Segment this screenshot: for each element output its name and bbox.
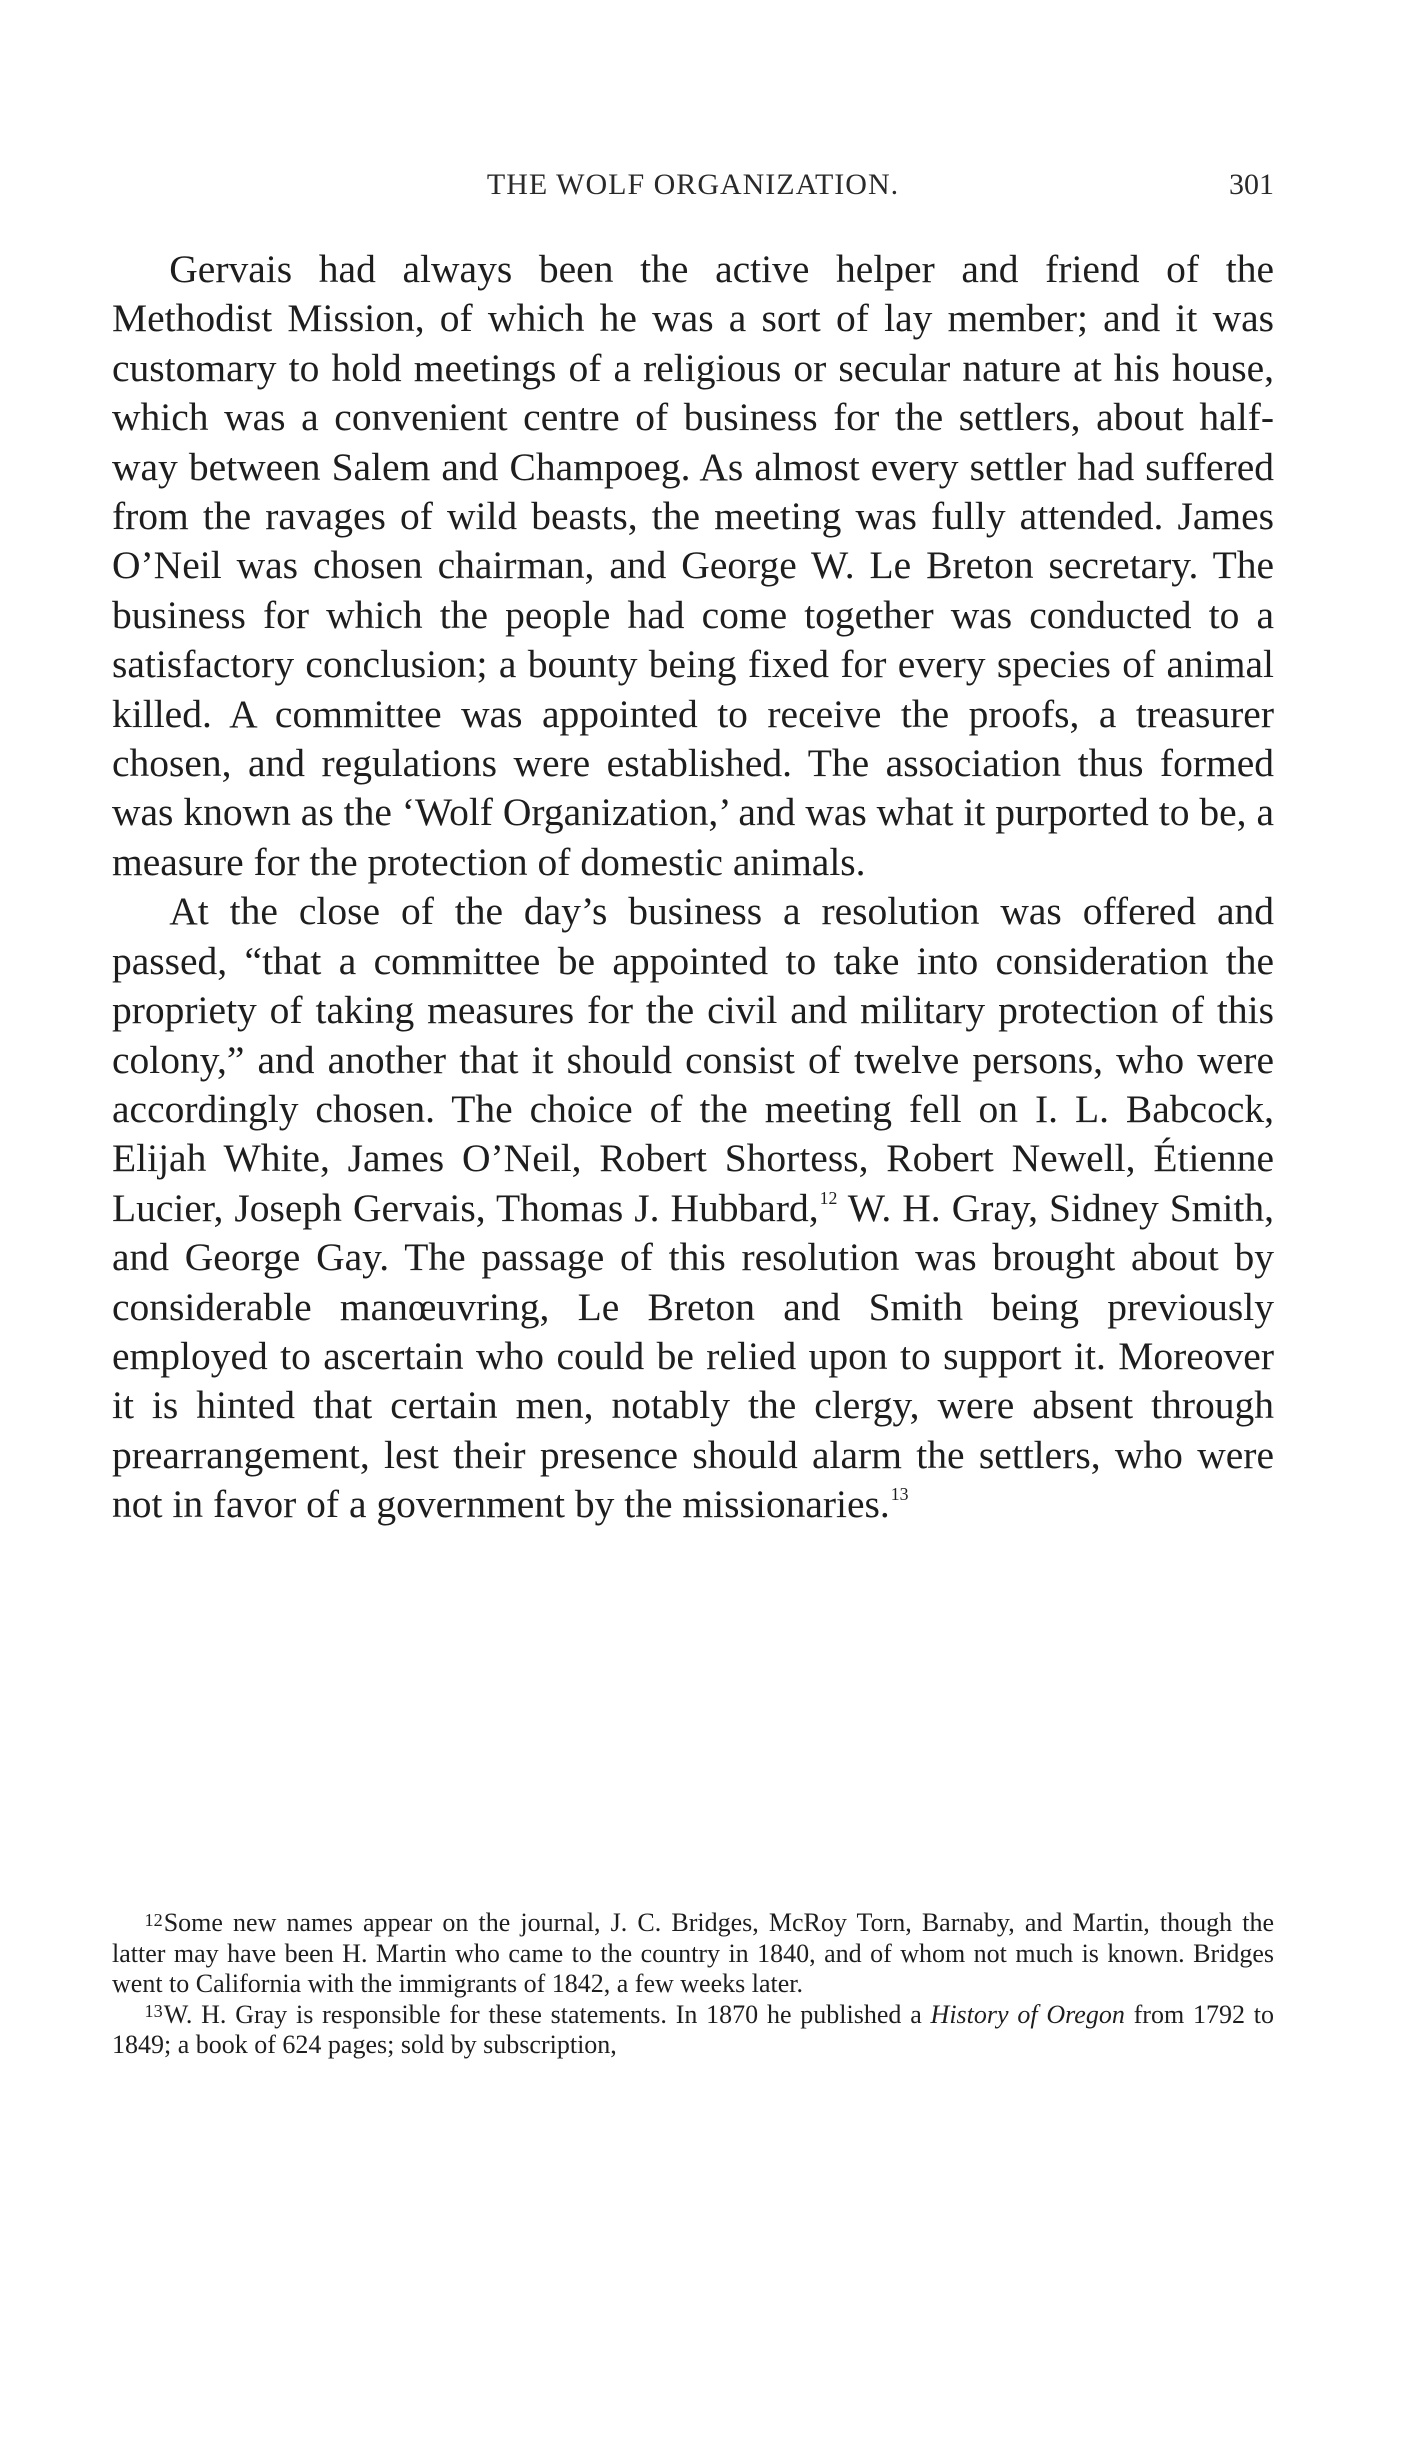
footnote-ref-12[interactable]: 12	[819, 1187, 838, 1208]
footnote-12-text: Some new names appear on the journal, J. C. Bridges, McRoy Torn, Barnaby, and Martin, though the latter may have been H. Martin who came to the country in 1840, and of whom not much is known. Bridges went to California with the immigrants of 1842, a few weeks later.	[112, 1908, 1274, 1998]
footnote-13-text-a: W. H. Gray is responsible for these statements. In 1870 he published a	[163, 1999, 931, 2029]
page-number: 301	[1229, 168, 1274, 201]
paragraph-1	[112, 245, 1274, 887]
body-text	[112, 245, 1274, 1530]
footnote-13-text-b: from 1792 to 1849; a book of 624 pages; sold by subscription,	[112, 1999, 1274, 2059]
footnote-12-mark: 12	[144, 1909, 163, 1930]
running-head	[112, 168, 1274, 208]
footnotes	[112, 1908, 1274, 2061]
running-title: THE WOLF ORGANIZATION.	[486, 168, 900, 201]
paragraph-2	[112, 887, 1274, 1529]
footnote-ref-13[interactable]: 13	[890, 1484, 909, 1505]
footnote-12	[112, 1908, 1274, 2000]
footnote-13-book-title: History of Oregon	[930, 1999, 1125, 2029]
paragraph-2-text-b: W. H. Gray, Sidney Smith, and George Gay. The passage of this resolution was brought about by considerable manœuvring, Le Breton and Smith being previously employed to ascertain who could be relied upon to support it. Moreover it is hinted that certain men, notably the clergy, were absent through prearrangement, lest their presence should alarm the settlers, who were not in favor of a government by the missionaries.	[112, 1185, 1275, 1527]
footnote-13-mark: 13	[144, 2001, 163, 2022]
paragraph-2-text-a: At the close of the day’s business a resolution was offered and passed, “that a committee be appointed to take into consideration the propriety of taking measures for the civil and military protection of this colony,” and another that it should consist of twelve persons, who were accordingly chosen. The choice of the meeting fell on I. L. Babcock, Elijah White, James O’Neil, Robert Shortess, Robert Newell, Étienne Lucier, Joseph Gervais, Thomas J. Hubbard,	[112, 889, 1274, 1230]
footnote-13	[112, 2000, 1274, 2061]
paragraph-1-text: Gervais had always been the active helper and friend of the Methodist Mission, of which he was a sort of lay member; and it was customary to hold meetings of a religious or secular nature at his house, which was a convenient centre of business for the settlers, about half-way between Salem and Champoeg. As almost every settler had suffered from the ravages of wild beasts, the meeting was fully attended. James O’Neil was chosen chairman, and George W. Le Breton secretary. The business for which the people had come together was conducted to a satisfactory conclusion; a bounty being fixed for every species of animal killed. A committee was appointed to receive the proofs, a treasurer chosen, and regulations were established. The association thus formed was known as the ‘Wolf Organization,’ and was what it purported to be, a measure for the protection of domestic animals.	[112, 247, 1274, 884]
